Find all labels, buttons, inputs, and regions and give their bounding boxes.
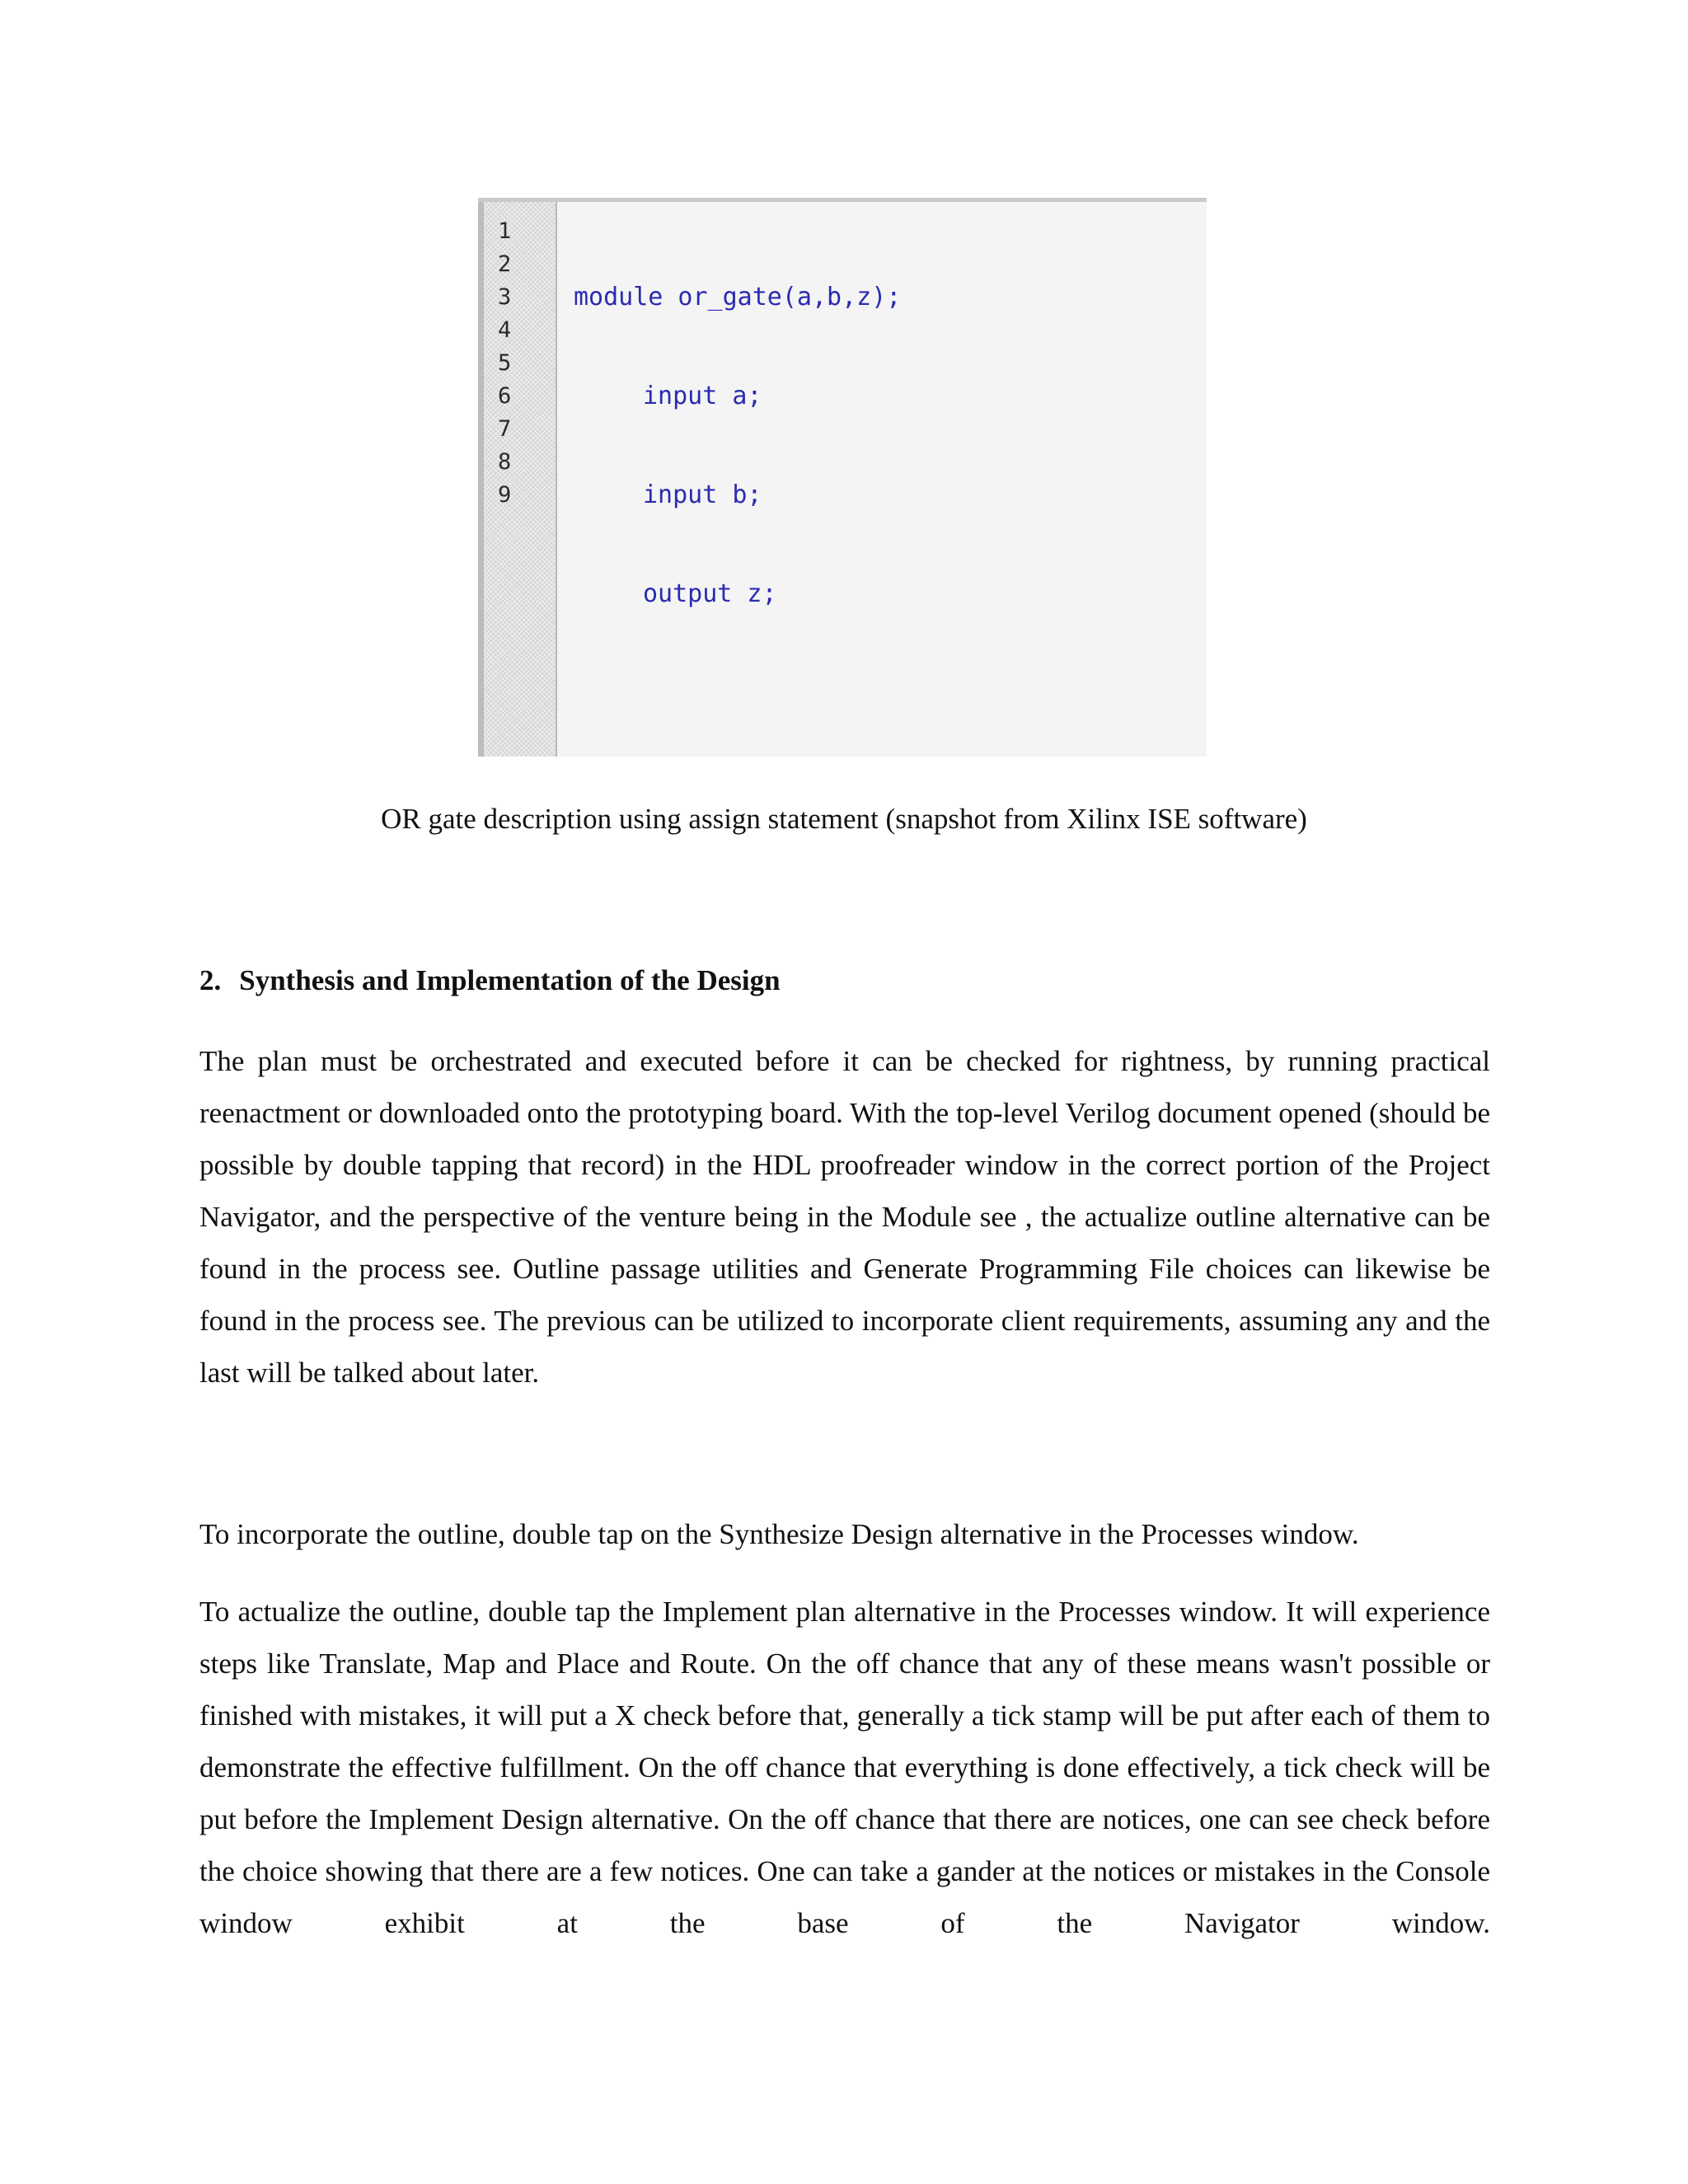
line-number-gutter: [478, 202, 557, 757]
body-paragraph: To incorporate the outline, double tap on the Synthesize Design alternative in the Processes window.: [199, 1518, 1359, 1550]
line-number: 2: [498, 251, 512, 277]
code-line: input a;: [643, 382, 762, 410]
figure-caption: OR gate description using assign statement (snapshot from Xilinx ISE software): [381, 803, 1307, 835]
body-paragraph: To actualize the outline, double tap the Implement plan alternative in the Processes window. It will experience steps like Translate, Map and Place and Route. On the off chance that any of these means wasn't possible or finished with mistakes, it will put a X check before that, generally a tick stamp will be put after each of them to demonstrate the effective fulfillment. On the off chance that everything is done effectively, a tick check will be put before the Implement Design alternative. On the off chance that there are notices, one can see check before the choice showing that there are a few notices. One can take a gander at the notices or mistakes in the Console window exhibit at the base of the Navigator window.: [199, 1596, 1490, 1939]
section-title: Synthesis and Implementation of the Design: [239, 964, 781, 996]
line-number: 1: [498, 218, 512, 244]
gutter-edge: [478, 202, 484, 757]
line-number: 8: [498, 449, 512, 475]
line-number: 4: [498, 317, 512, 343]
section-number: 2.: [199, 964, 222, 996]
line-number: 5: [498, 350, 512, 376]
body-paragraph: The plan must be orchestrated and executed before it can be checked for rightness, by running practical reenactment or downloaded onto the prototyping board. With the top-level Verilog document opened (should be possible by double tapping that record) in the HDL proofreader window in the correct portion of the Project Navigator, and the perspective of the venture being in the Module see , the actualize outline alternative can be found in the process see. Outline passage utilities and Generate Programming File choices can likewise be found in the process see. The previous can be utilized to incorporate client requirements, assuming any and the last will be talked about later.: [199, 1045, 1490, 1389]
line-number: 9: [498, 482, 512, 508]
section-heading: [199, 963, 781, 999]
code-line: input b;: [643, 480, 762, 509]
code-text-area[interactable]: [557, 215, 1207, 757]
line-number: 7: [498, 416, 512, 442]
code-line: module or_gate(a,b,z);: [574, 283, 902, 312]
code-line: output z;: [643, 579, 777, 608]
code-snapshot: [478, 198, 1207, 757]
line-number: 6: [498, 383, 512, 409]
line-numbers: [498, 215, 511, 512]
code-line: [557, 677, 1207, 710]
line-number: 3: [498, 284, 512, 310]
